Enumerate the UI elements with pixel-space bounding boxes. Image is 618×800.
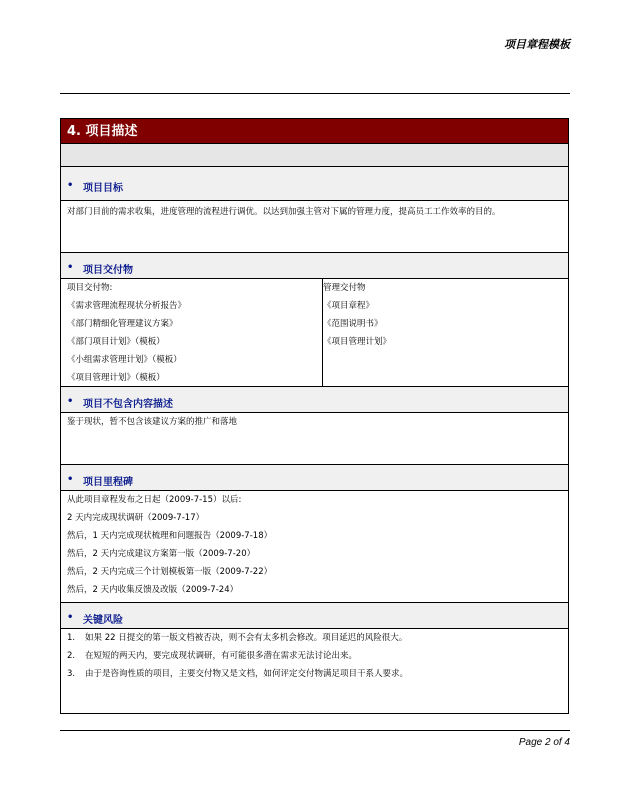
- bullet-icon: •: [67, 612, 74, 623]
- bullet-icon: •: [67, 396, 74, 407]
- management-deliverable-item: 《范围说明书》: [323, 319, 383, 329]
- risk-text: 在短短的两天内，要完成现状调研，有可能很多潜在需求无法讨论出来。: [85, 651, 358, 661]
- page-number: Page 2 of 4: [518, 737, 570, 748]
- bullet-icon: •: [67, 262, 74, 273]
- deliverables-heading: 项目交付物: [83, 265, 133, 276]
- bullet-icon: •: [67, 474, 74, 485]
- milestones-heading: 项目里程碑: [83, 477, 133, 488]
- risk-number: 2.: [67, 651, 76, 661]
- project-deliverable-item: 《需求管理流程现状分析报告》: [67, 301, 187, 311]
- risk-item: [67, 629, 568, 647]
- milestone-line: 然后，2 天内完成三个计划模板第一版（2009-7-22）: [67, 567, 273, 577]
- footer-divider: [60, 730, 570, 731]
- milestones-body: [61, 491, 568, 603]
- project-deliverable-item: 《部门精细化管理建议方案》: [67, 319, 178, 329]
- milestone-line: 然后，1 天内完成现状梳理和问题报告（2009-7-18）: [67, 531, 273, 541]
- exclusions-body: [61, 413, 568, 465]
- section-title: 4. 项目描述: [61, 119, 568, 144]
- document-header-title: 项目章程模板: [504, 38, 570, 51]
- milestone-line: 然后，2 天内收集反馈及改版（2009-7-24）: [67, 585, 239, 595]
- deliverables-body: [61, 279, 568, 387]
- risks-heading-row: [61, 603, 568, 629]
- objective-text: 对部门目前的需求收集，进度管理的流程进行调优。以达到加强主管对下属的管理力度，提高员工工作效率的目的。: [67, 207, 501, 217]
- exclusions-text: 鉴于现状，暂不包含该建议方案的推广和落地: [67, 417, 238, 427]
- management-deliverable-item: 《项目管理计划》: [323, 337, 392, 347]
- milestones-heading-row: [61, 465, 568, 491]
- deliverables-heading-row: [61, 253, 568, 279]
- objective-body: [61, 201, 568, 253]
- exclusions-heading-row: [61, 387, 568, 413]
- project-deliverable-item: 《部门项目计划》（模板）: [67, 337, 165, 347]
- milestone-line: 然后，2 天内完成建议方案第一版（2009-7-20）: [67, 549, 256, 559]
- risks-body: [61, 629, 568, 683]
- project-deliverables-column: [61, 279, 323, 386]
- bullet-icon: •: [67, 180, 74, 191]
- risk-number: 1.: [67, 633, 76, 643]
- objective-heading-row: [61, 167, 568, 201]
- management-deliverables-column: [317, 279, 568, 386]
- management-deliverable-item: 《项目章程》: [323, 301, 375, 311]
- risk-item: [67, 665, 568, 683]
- milestone-line: 从此项目章程发布之日起（2009-7-15）以后:: [67, 495, 242, 505]
- project-deliverable-item: 《小组需求管理计划》（模板）: [67, 355, 182, 365]
- project-deliverable-item: 《项目管理计划》（模板）: [67, 373, 165, 383]
- risk-text: 由于是咨询性质的项目，主要交付物又是文档，如何评定交付物满足项目干系人要求。: [85, 669, 409, 679]
- objective-heading: 项目目标: [83, 183, 123, 194]
- project-description-table: [60, 118, 569, 714]
- risk-item: [67, 647, 568, 665]
- risk-number: 3.: [67, 669, 76, 679]
- exclusions-heading: 项目不包含内容描述: [83, 399, 173, 410]
- project-deliverables-label: 项目交付物:: [67, 283, 113, 293]
- risk-text: 如果 22 日提交的第一版文档被否决，则不会有太多机会修改。项目延迟的风险很大。: [85, 633, 408, 643]
- section-grey-band: [61, 144, 568, 167]
- milestone-line: 2 天内完成现状调研（2009-7-17）: [67, 513, 205, 523]
- header-divider: [60, 93, 570, 94]
- risks-heading: 关键风险: [83, 615, 123, 626]
- management-deliverables-label: 管理交付物: [323, 283, 366, 293]
